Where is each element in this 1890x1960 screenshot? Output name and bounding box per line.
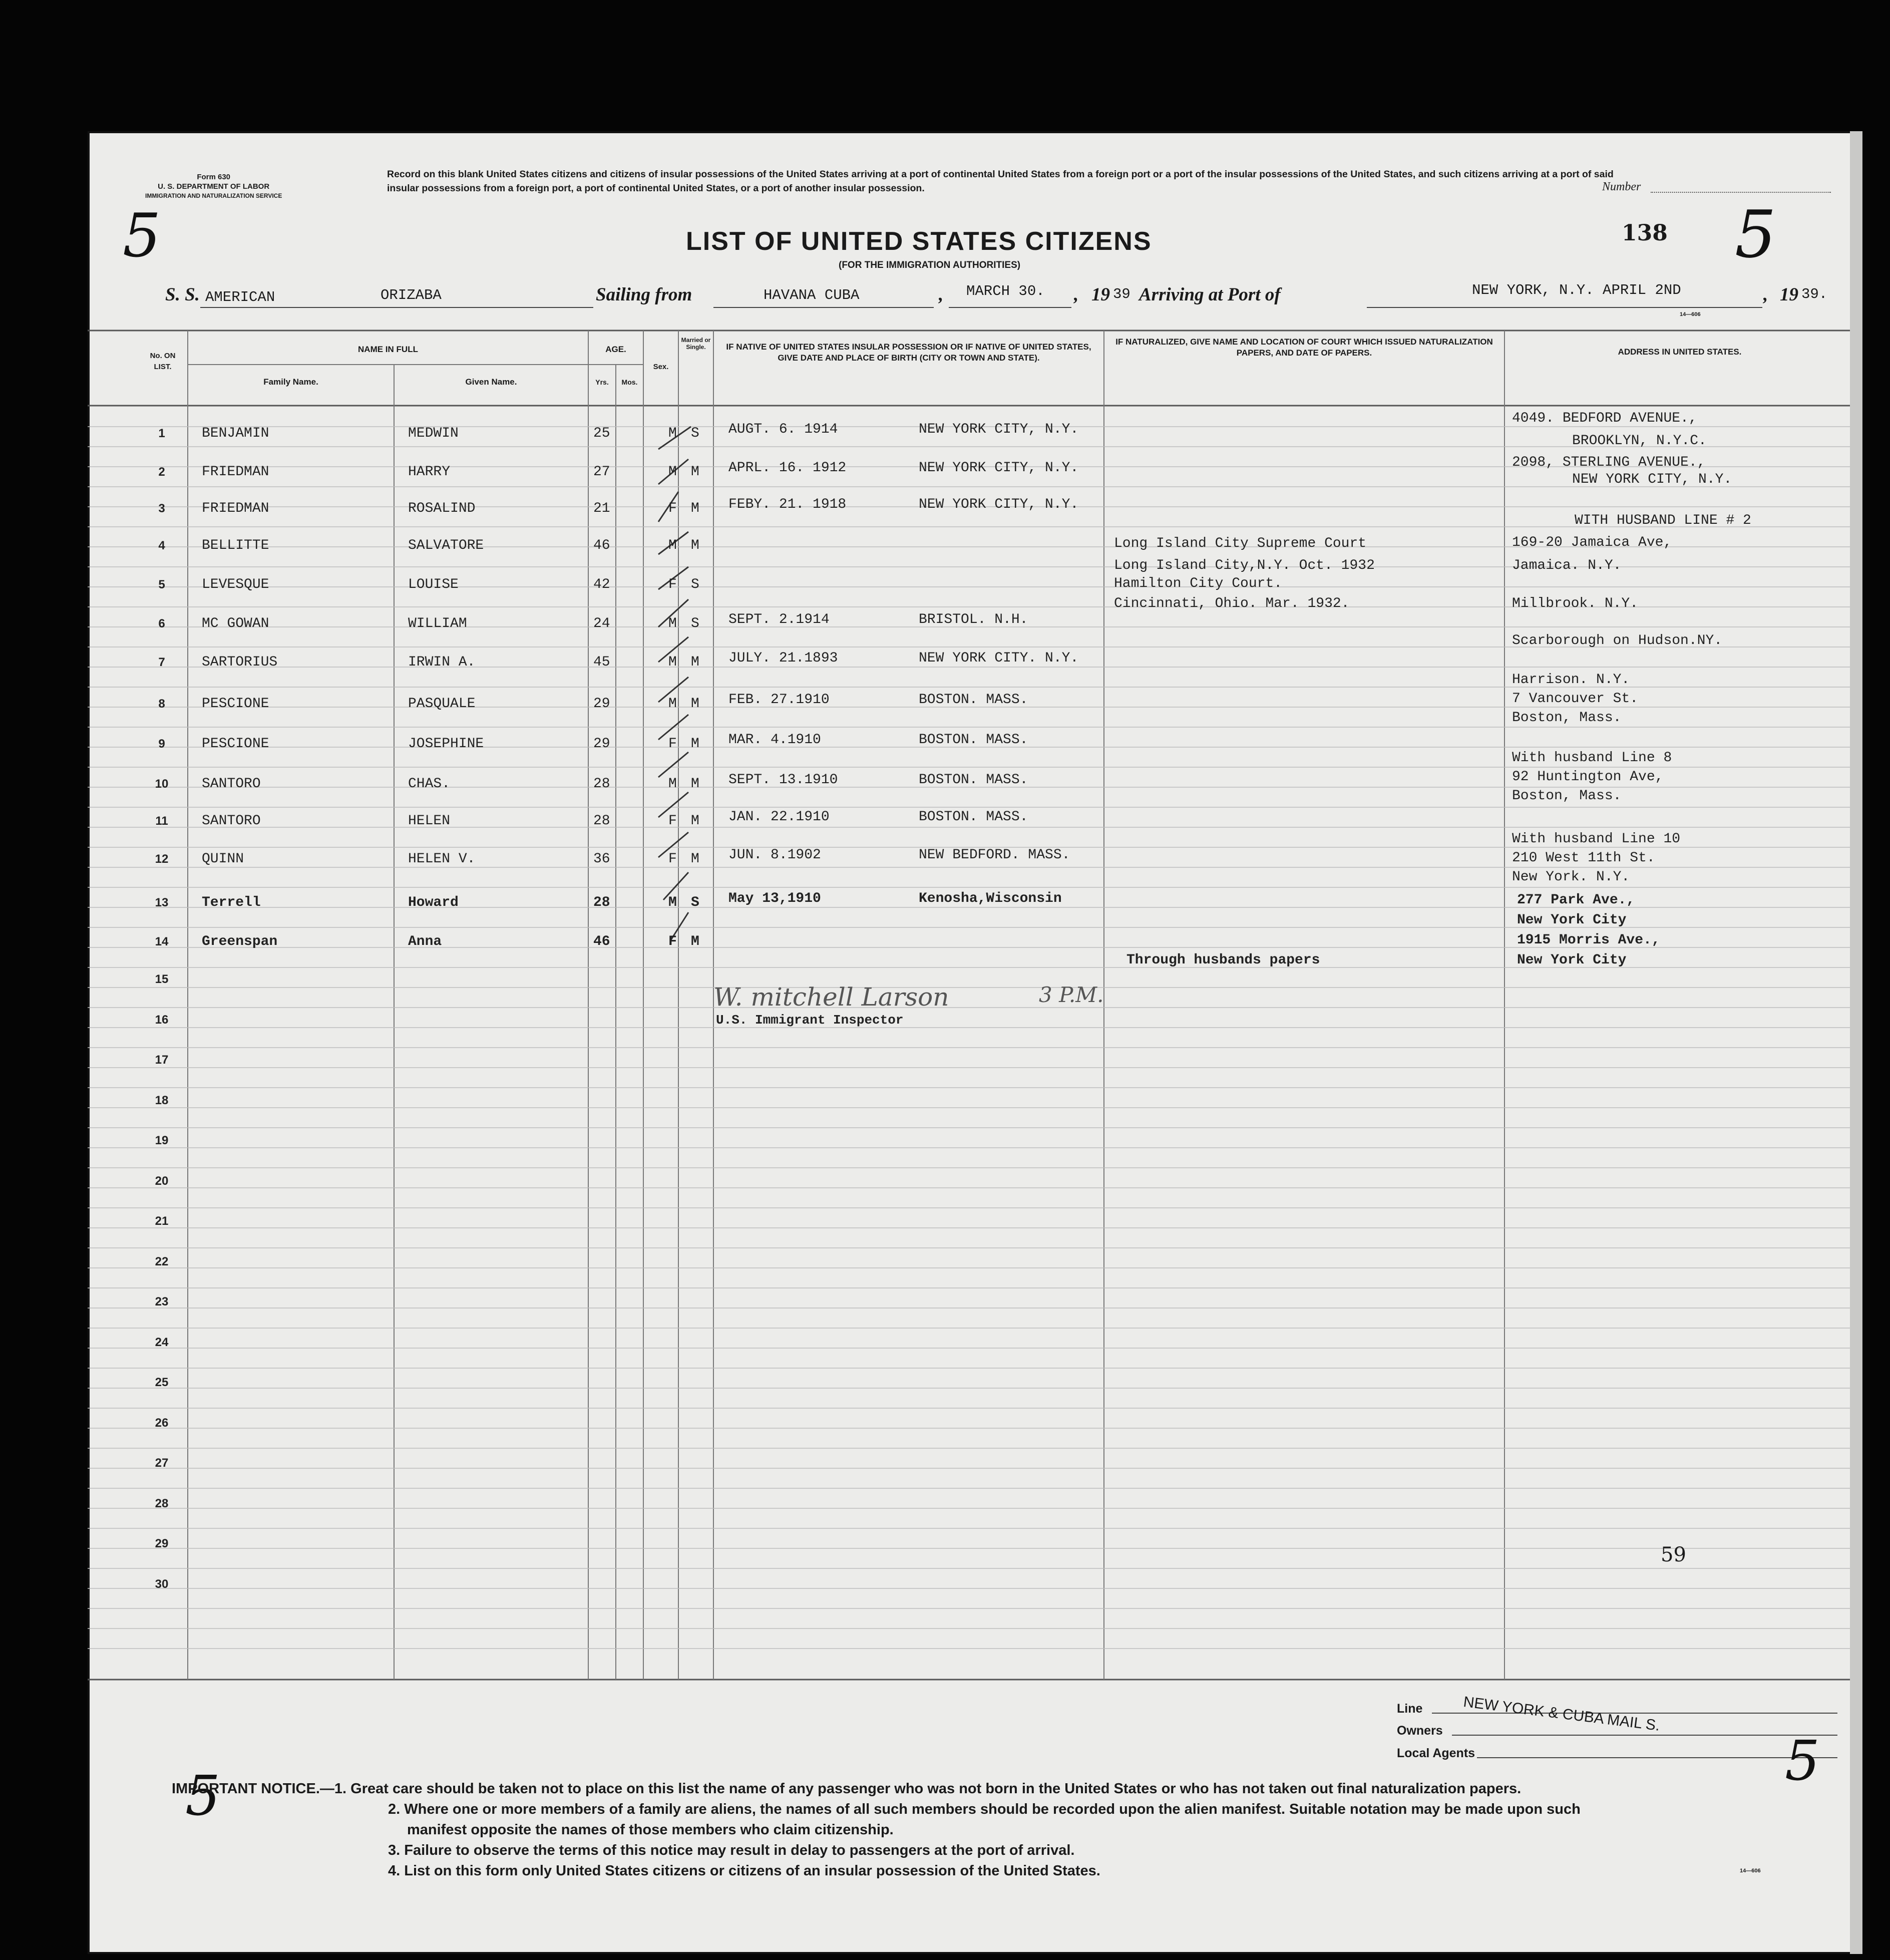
marital-status: S [691, 577, 699, 592]
address-line: 277 Park Ave., [1517, 892, 1635, 908]
row-number: 5 [158, 578, 165, 591]
age-years: 46 [593, 538, 610, 553]
birth-place: NEW YORK CITY. N.Y. [919, 650, 1079, 666]
notice-1: —1. Great care should be taken not to place on this list the name of any passenger who was not born in the United States or who has not taken out final naturalization papers. [319, 1781, 1522, 1797]
notice-3: 3. Failure to observe the terms of this notice may result in delay to passengers at the port of arrival. [388, 1842, 1075, 1858]
ss-label: S. S. [165, 284, 200, 305]
naturalization-line-5: Through husbands papers [1126, 952, 1320, 968]
row-number: 12 [155, 852, 169, 866]
naturalization-line-3: Hamilton City Court. [1114, 576, 1283, 591]
marital-status: M [691, 655, 699, 670]
row-number: 11 [155, 814, 168, 828]
sex: F [668, 934, 677, 949]
sex: F [668, 501, 677, 516]
header-age: AGE. [605, 345, 626, 354]
birth-place: BOSTON. MASS. [919, 732, 1028, 748]
notice-title: IMPORTANT NOTICE. [172, 1781, 320, 1797]
address-line: 210 West 11th St. [1512, 850, 1655, 866]
row-number: 15 [155, 972, 169, 986]
age-years: 25 [593, 426, 610, 441]
sailing-label: Sailing from [596, 284, 692, 305]
footer-code: 14—606 [1740, 1868, 1761, 1874]
given-name: Howard [408, 895, 459, 910]
arriving-port: NEW YORK, N.Y. APRIL 2ND [1472, 282, 1681, 298]
family-name: SANTORO [202, 776, 261, 792]
number-value: 138 [1622, 220, 1668, 246]
marital-status: M [691, 501, 699, 516]
row-number: 14 [155, 935, 169, 948]
header-address: ADDRESS IN UNITED STATES. [1618, 347, 1742, 357]
row-number: 29 [155, 1537, 169, 1550]
corner-mark-right: 5 [1735, 196, 1776, 272]
birth-place: NEW YORK CITY, N.Y. [919, 460, 1079, 476]
header-family-name: Family Name. [263, 377, 318, 387]
page-subtitle: (FOR THE IMMIGRATION AUTHORITIES) [839, 260, 1021, 270]
table-grid [88, 131, 1862, 1954]
birth-place: BOSTON. MASS. [919, 772, 1028, 788]
family-name: FRIEDMAN [202, 501, 269, 516]
sex: F [668, 851, 677, 867]
row-number: 21 [155, 1214, 169, 1228]
family-name: QUINN [202, 851, 244, 867]
notice-2b: manifest opposite the names of those members who claim citizenship. [407, 1822, 894, 1838]
arriving-year: 39. [1801, 286, 1828, 302]
header-no-on-list: No. ON LIST. [150, 352, 176, 371]
row-number: 26 [155, 1416, 169, 1430]
small-code: 14—606 [1680, 311, 1701, 317]
form-number: Form 630 [197, 173, 231, 181]
sex: M [668, 464, 677, 480]
address-line: WITH HUSBAND LINE # 2 [1575, 513, 1751, 528]
sex: M [668, 776, 677, 792]
address-line: BROOKLYN, N.Y.C. [1572, 433, 1707, 449]
sex: M [668, 616, 677, 631]
address-line: New York City [1517, 952, 1627, 968]
owners-label: Owners [1397, 1724, 1443, 1738]
birth-date: MAR. 4.1910 [728, 732, 821, 748]
birth-place: BOSTON. MASS. [919, 692, 1028, 708]
row-number: 4 [158, 539, 165, 552]
header-birth: IF NATIVE OF UNITED STATES INSULAR POSSESSION OR IF NATIVE OF UNITED STATES, GIVE DATE AND PLACE OF BIRTH (CITY OR TOWN AND STATE). [726, 342, 1091, 363]
row-number: 1 [158, 427, 165, 440]
page-number: 59 [1661, 1543, 1686, 1566]
address-line: Boston, Mass. [1512, 788, 1622, 804]
row-number: 16 [155, 1013, 169, 1027]
inspector-time: 3 P.M. [1039, 983, 1104, 1007]
department-name: U. S. DEPARTMENT OF LABOR [158, 182, 270, 191]
age-years: 21 [593, 501, 610, 516]
row-number: 23 [155, 1295, 169, 1309]
family-name: FRIEDMAN [202, 464, 269, 480]
birth-place: NEW YORK CITY, N.Y. [919, 422, 1079, 437]
family-name: Terrell [202, 895, 261, 910]
family-name: PESCIONE [202, 736, 269, 752]
important-notice [172, 1779, 1581, 1881]
marital-status: M [691, 851, 699, 867]
service-name: IMMIGRATION AND NATURALIZATION SERVICE [145, 192, 282, 199]
row-number: 30 [155, 1577, 169, 1591]
address-line: With husband Line 8 [1512, 750, 1672, 766]
birth-date: SEPT. 13.1910 [728, 772, 838, 788]
comma-1: , [939, 284, 944, 305]
address-line: 1915 Morris Ave., [1517, 932, 1660, 948]
row-number: 25 [155, 1376, 169, 1389]
row-number: 6 [158, 617, 165, 630]
sex: M [668, 538, 677, 553]
row-number: 22 [155, 1254, 169, 1268]
marital-status: M [691, 696, 699, 712]
notice-row-1 [172, 1779, 1581, 1799]
marital-status: M [691, 538, 699, 553]
naturalization-line-4: Cincinnati, Ohio. Mar. 1932. [1114, 596, 1350, 611]
row-number: 8 [158, 697, 165, 711]
family-name: BENJAMIN [202, 426, 269, 441]
footer-mark-left: 5 [185, 1764, 220, 1828]
given-name: HELEN V. [408, 851, 476, 867]
header-naturalized: IF NATURALIZED, GIVE NAME AND LOCATION OF COURT WHICH ISSUED NATURALIZATION PAPERS, AND DATE OF PAPERS. [1115, 337, 1493, 358]
comma-2: , [1074, 284, 1079, 305]
inspector-label: U.S. Immigrant Inspector [716, 1013, 904, 1028]
family-name: SARTORIUS [202, 655, 278, 670]
sex: M [668, 696, 677, 712]
age-years: 42 [593, 577, 610, 592]
age-years: 28 [593, 895, 610, 910]
line-value-stamp: NEW YORK & CUBA MAIL S. [1462, 1694, 1661, 1734]
age-years: 29 [593, 736, 610, 752]
naturalization-line-2: Long Island City,N.Y. Oct. 1932 [1114, 558, 1375, 573]
header-mos: Mos. [621, 378, 638, 386]
marital-status: S [691, 616, 699, 631]
address-line: 92 Huntington Ave, [1512, 769, 1664, 785]
page-title: LIST OF UNITED STATES CITIZENS [686, 227, 1152, 256]
address-line: Jamaica. N.Y. [1512, 558, 1622, 573]
row-number: 19 [155, 1134, 169, 1147]
address-line: New York. N.Y. [1512, 869, 1630, 885]
inspector-signature: W. mitchell Larson [713, 983, 949, 1012]
sailing-port: HAVANA CUBA [764, 287, 860, 303]
marital-status: M [691, 934, 699, 949]
age-years: 45 [593, 655, 610, 670]
birth-date: AUGT. 6. 1914 [728, 422, 838, 437]
given-name: CHAS. [408, 776, 451, 792]
header-married-single: Married or Single. [681, 337, 711, 351]
comma-3: , [1763, 284, 1768, 305]
marital-status: M [691, 813, 699, 829]
footer-mark-right: 5 [1785, 1729, 1820, 1793]
birth-date: JUN. 8.1902 [728, 847, 821, 863]
birth-date: SEPT. 2.1914 [728, 612, 830, 627]
address-line: Boston, Mass. [1512, 710, 1622, 726]
address-line: 169-20 Jamaica Ave, [1512, 535, 1672, 550]
header-yrs: Yrs. [595, 378, 609, 386]
given-name: LOUISE [408, 577, 459, 592]
family-name: PESCIONE [202, 696, 269, 712]
age-years: 24 [593, 616, 610, 631]
ship-name-2: ORIZABA [381, 287, 442, 303]
given-name: SALVATORE [408, 538, 484, 553]
header-name-in-full: NAME IN FULL [358, 345, 418, 354]
birth-date: APRL. 16. 1912 [728, 460, 847, 476]
sex: F [668, 736, 677, 752]
notice-2a: 2. Where one or more members of a family are aliens, the names of all such members should be recorded upon the alien manifest. Suitable notation may be made upon such [388, 1801, 1581, 1817]
given-name: HARRY [408, 464, 451, 480]
sex: F [668, 577, 677, 592]
given-name: ROSALIND [408, 501, 476, 516]
marital-status: M [691, 776, 699, 792]
year-prefix-2: 19 [1780, 284, 1798, 305]
address-line: With husband Line 10 [1512, 831, 1681, 847]
address-line: 2098, STERLING AVENUE., [1512, 455, 1706, 470]
age-years: 28 [593, 776, 610, 792]
notice-4: 4. List on this form only United States citizens or citizens of an insular possession of the United States. [388, 1863, 1100, 1879]
sailing-date: MARCH 30. [966, 283, 1045, 299]
header-sex: Sex. [653, 363, 669, 371]
marital-status: S [691, 426, 699, 441]
given-name: PASQUALE [408, 696, 476, 712]
header-given-name: Given Name. [465, 377, 517, 387]
marital-status: M [691, 736, 699, 752]
given-name: HELEN [408, 813, 451, 829]
given-name: WILLIAM [408, 616, 467, 631]
year-prefix-1: 19 [1091, 284, 1110, 305]
row-number: 17 [155, 1053, 169, 1067]
manifest-sheet [88, 131, 1862, 1954]
age-years: 29 [593, 696, 610, 712]
given-name: IRWIN A. [408, 655, 476, 670]
corner-mark-left: 5 [123, 201, 161, 271]
address-line: 7 Vancouver St. [1512, 691, 1639, 707]
naturalization-line-1: Long Island City Supreme Court [1114, 536, 1367, 551]
given-name: MEDWIN [408, 426, 459, 441]
row-number: 2 [158, 465, 165, 479]
row-number: 24 [155, 1335, 169, 1349]
row-number: 27 [155, 1456, 169, 1470]
address-line: New York City [1517, 912, 1627, 928]
marital-status: M [691, 464, 699, 480]
address-line: NEW YORK CITY, N.Y. [1572, 472, 1732, 487]
local-agents-label: Local Agents [1397, 1746, 1475, 1760]
sailing-year: 39 [1113, 286, 1130, 302]
birth-date: FEBY. 21. 1918 [728, 497, 847, 512]
family-name: Greenspan [202, 934, 278, 949]
marital-status: S [691, 895, 699, 910]
sex: M [668, 655, 677, 670]
birth-date: FEB. 27.1910 [728, 692, 830, 708]
number-label: Number [1602, 180, 1641, 193]
line-label: Line [1397, 1702, 1423, 1716]
instructions-text: Record on this blank United States citizens and citizens of insular possessions of the United States arriving at a port of continental United States from a foreign port or a port of the insular possessions of the United States, and such citizens arriving at a port of said insular possessions from a foreign port, a port of continental United States, or a port of another insular possession. [387, 169, 1614, 194]
family-name: MC GOWAN [202, 616, 269, 631]
given-name: Anna [408, 934, 442, 949]
row-number: 10 [155, 777, 169, 791]
sex: M [668, 895, 677, 910]
row-number: 7 [158, 656, 165, 669]
age-years: 27 [593, 464, 610, 480]
arriving-label: Arriving at Port of [1139, 284, 1281, 305]
family-name: SANTORO [202, 813, 261, 829]
age-years: 28 [593, 813, 610, 829]
row-number: 18 [155, 1093, 169, 1107]
address-line: Harrison. N.Y. [1512, 672, 1630, 688]
row-number: 20 [155, 1174, 169, 1188]
row-number: 9 [158, 737, 165, 751]
birth-date: JULY. 21.1893 [728, 650, 838, 666]
age-years: 36 [593, 851, 610, 867]
birth-date: May 13,1910 [728, 891, 821, 906]
ship-name-1: AMERICAN [205, 289, 275, 305]
row-number: 28 [155, 1496, 169, 1510]
given-name: JOSEPHINE [408, 736, 484, 752]
address-line: Millbrook. N.Y. [1512, 596, 1639, 611]
family-name: BELLITTE [202, 538, 269, 553]
sex: M [668, 426, 677, 441]
birth-place: NEW BEDFORD. MASS. [919, 847, 1070, 863]
birth-place: Kenosha,Wisconsin [919, 891, 1062, 906]
address-line: 4049. BEDFORD AVENUE., [1512, 411, 1697, 426]
birth-place: BOSTON. MASS. [919, 809, 1028, 825]
birth-place: BRISTOL. N.H. [919, 612, 1028, 627]
birth-date: JAN. 22.1910 [728, 809, 830, 825]
row-number: 13 [155, 896, 169, 909]
birth-place: NEW YORK CITY, N.Y. [919, 497, 1079, 512]
row-number: 3 [158, 502, 165, 515]
sex: F [668, 813, 677, 829]
age-years: 46 [593, 934, 610, 949]
family-name: LEVESQUE [202, 577, 269, 592]
address-line: Scarborough on Hudson.NY. [1512, 633, 1723, 648]
